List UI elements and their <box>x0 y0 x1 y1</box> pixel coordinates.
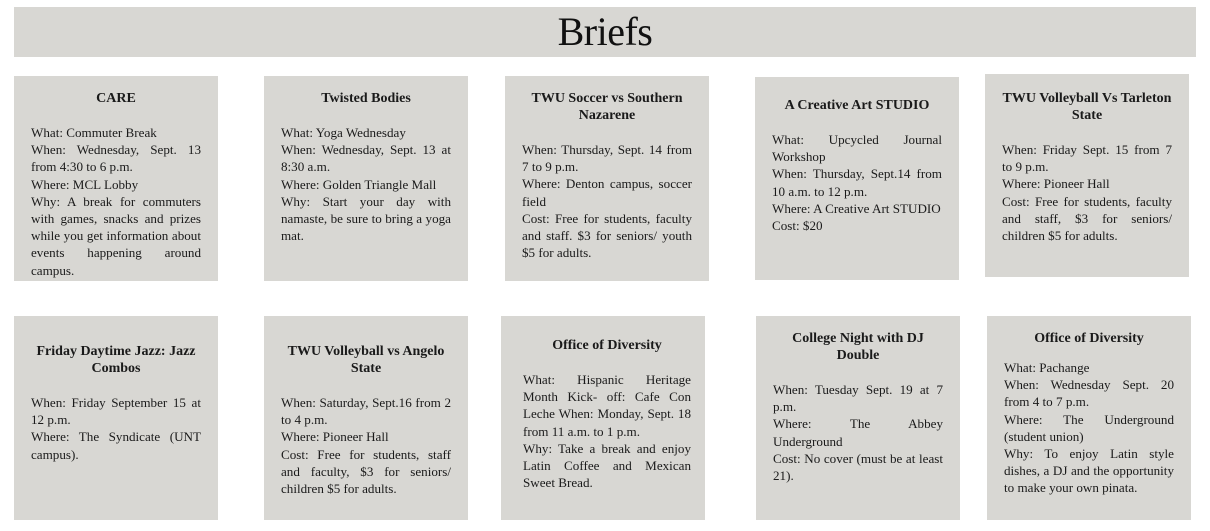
event-card-title: Twisted Bodies <box>321 91 411 106</box>
event-card-college-night <box>756 316 960 520</box>
event-what: What: Yoga Wednesday <box>281 125 406 140</box>
event-when: When: Friday September 15 at 12 p.m. <box>31 395 201 428</box>
event-card-care <box>14 76 218 281</box>
event-card-twu-volleyball-tarleton <box>985 74 1189 277</box>
event-when: When: Wednesday, Sept. 13 from 4:30 to 6 p.m. <box>31 142 201 175</box>
event-where: Where: Golden Triangle Mall <box>281 176 437 192</box>
event-card-body <box>773 381 943 484</box>
event-card-body <box>1004 359 1174 497</box>
event-what: What: Upcycled Journal Workshop <box>772 132 942 165</box>
event-when: When: Thursday, Sept.14 from 10 a.m. to 12 p.m. <box>772 166 942 199</box>
event-where: Where: Denton campus, soccer field <box>522 176 692 209</box>
event-where: Where: The Syndicate (UNT campus). <box>31 429 201 462</box>
event-where: Where: A Creative Art STUDIO <box>772 200 941 216</box>
event-card-body <box>31 124 201 279</box>
event-card-title: TWU Volleyball vs Angelo State <box>287 344 445 376</box>
event-where: Where: MCL Lobby <box>31 176 139 192</box>
event-when: When: Thursday, Sept. 14 from 7 to 9 p.m. <box>522 142 692 175</box>
event-card-body <box>1002 141 1172 244</box>
event-cost: Cost: $20 <box>772 218 823 234</box>
event-where: Where: Pioneer Hall <box>281 429 389 445</box>
event-cost: Cost: No cover (must be at least 21). <box>773 450 943 484</box>
event-card-title: Friday Daytime Jazz: Jazz Combos <box>36 344 196 376</box>
event-card-title: Office of Diversity <box>552 338 662 353</box>
event-card-body <box>523 371 691 491</box>
event-card-title: Office of Diversity <box>1034 331 1144 346</box>
page-title: Briefs <box>557 9 653 54</box>
event-card-office-diversity-heritage <box>501 316 705 520</box>
event-card-body <box>772 131 942 234</box>
event-card-creative-art-studio <box>755 77 959 280</box>
event-when: When: Friday Sept. 15 from 7 to 9 p.m. <box>1002 142 1172 175</box>
event-where: Where: The Underground (student union) <box>1004 411 1174 444</box>
event-cost: Cost: Free for students, faculty and staff, $3 for seniors/ children $5 for adults. <box>1002 193 1172 244</box>
event-card-title: College Night with DJ Double <box>792 331 924 363</box>
event-when: When: Tuesday Sept. 19 at 7 p.m. <box>773 382 943 415</box>
event-card-twu-volleyball-angelo <box>264 316 468 520</box>
event-when: When: Wednesday Sept. 20 from 4 to 7 p.m. <box>1004 377 1174 410</box>
event-card-title: CARE <box>96 91 136 106</box>
event-card-body <box>281 394 451 497</box>
event-card-twu-soccer <box>505 76 709 281</box>
event-where: Where: The Abbey Underground <box>773 416 943 449</box>
event-card-title: TWU Volleyball Vs Tarleton State <box>1002 91 1172 123</box>
event-where: Where: Pioneer Hall <box>1002 176 1110 192</box>
event-card-title: A Creative Art STUDIO <box>784 98 930 113</box>
event-when: When: Saturday, Sept.16 from 2 to 4 p.m. <box>281 395 451 428</box>
event-why: Why: A break for commuters with games, snacks and prizes while you get information about events happening around campus. <box>31 193 201 278</box>
event-cost: Cost: Free for students, staff and faculty, $3 for seniors/ children $5 for adults. <box>281 446 451 497</box>
event-why: Why: Start your day with namaste, be sure to bring a yoga mat. <box>281 193 451 244</box>
event-card-office-diversity-pachange <box>987 316 1191 520</box>
event-when: When: Wednesday, Sept. 13 at 8:30 a.m. <box>281 142 451 175</box>
event-what-when: What: Hispanic Heritage Month Kick- off: Cafe Con Leche When: Monday, Sept. 18 from 11 a.m. to 1 p.m. <box>523 372 691 439</box>
event-what: What: Commuter Break <box>31 125 157 140</box>
event-card-friday-jazz <box>14 316 218 520</box>
event-card-twisted-bodies <box>264 76 468 281</box>
event-why: Why: Take a break and enjoy Latin Coffee and Mexican Sweet Bread. <box>523 440 691 491</box>
event-what: What: Pachange <box>1004 360 1090 375</box>
event-cost: Cost: Free for students, faculty and staff. $3 for seniors/ youth $5 for adults. <box>522 210 692 261</box>
event-card-body <box>522 141 692 261</box>
event-card-body <box>281 124 451 244</box>
event-why: Why: To enjoy Latin style dishes, a DJ and the opportunity to make your own pinata. <box>1004 446 1174 496</box>
event-card-title: TWU Soccer vs Southern Nazarene <box>531 91 683 123</box>
briefs-banner <box>14 7 1196 57</box>
event-card-body <box>31 394 201 463</box>
